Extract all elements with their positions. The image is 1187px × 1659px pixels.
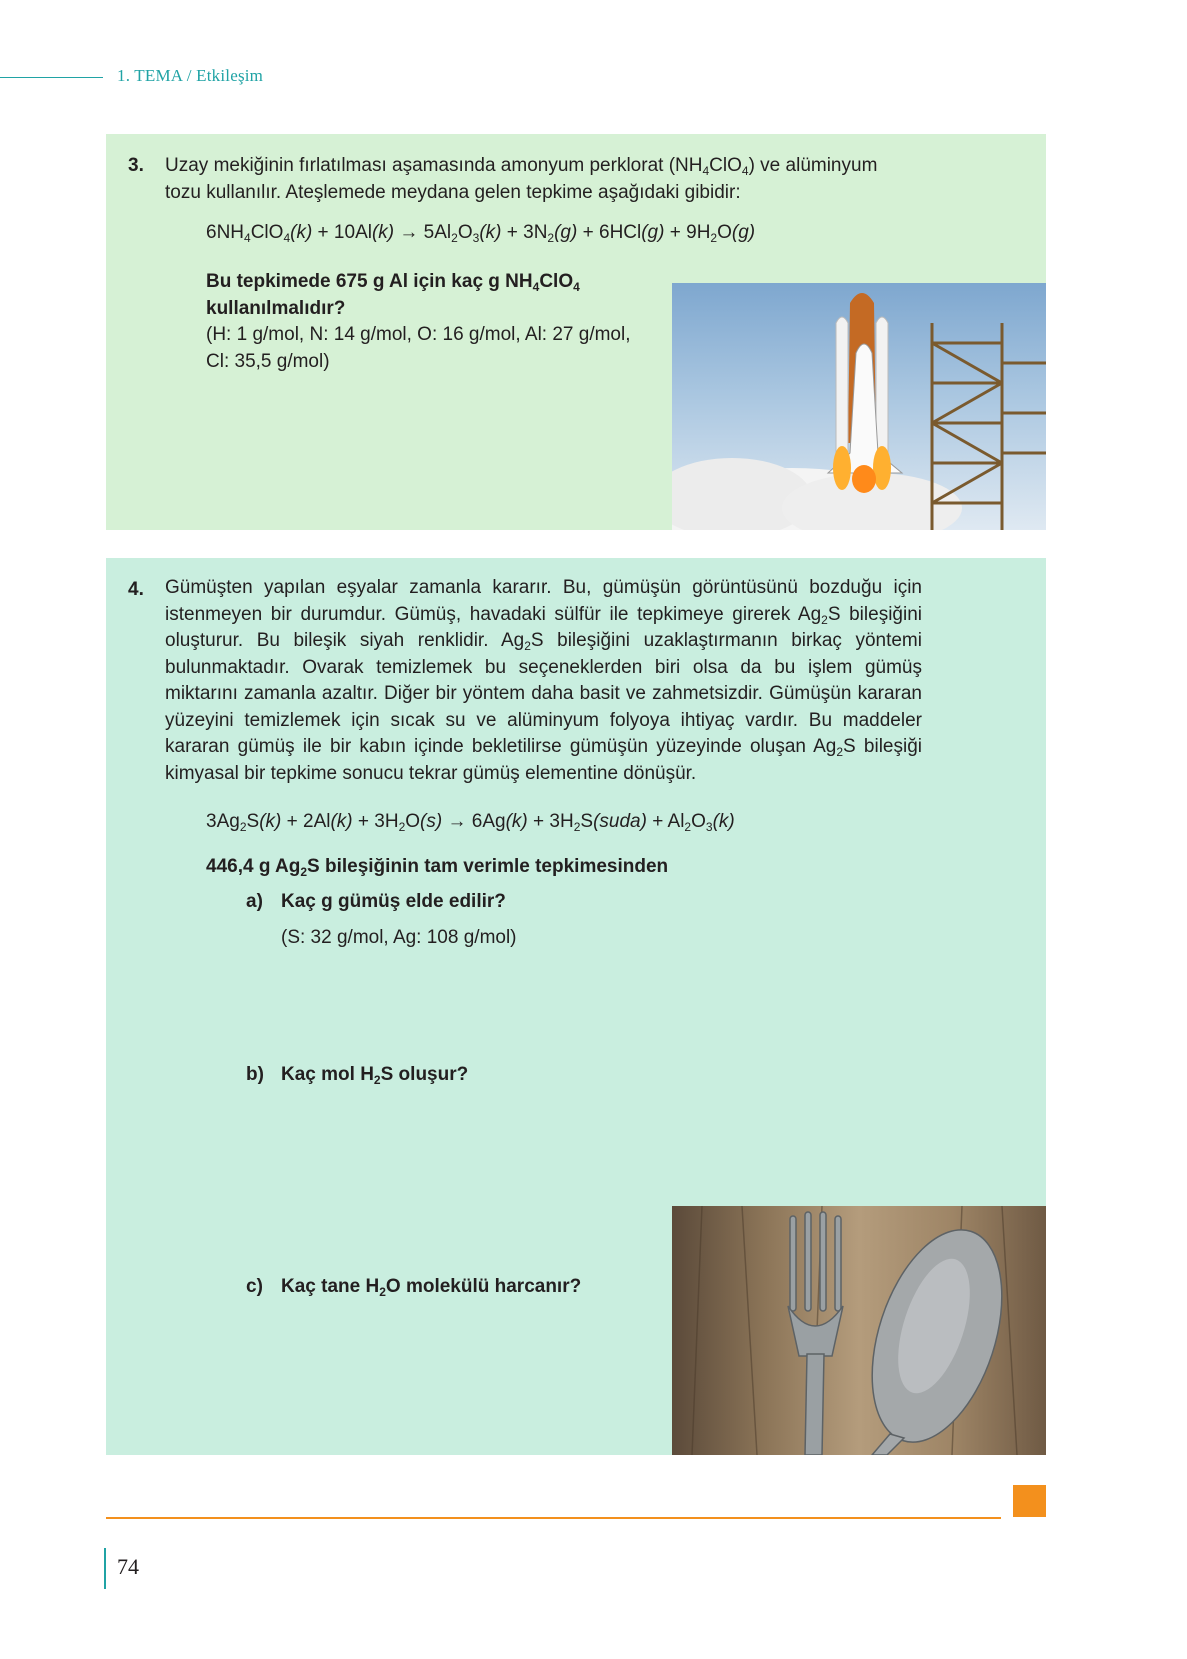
intro-text-line2: tozu kullanılır. Ateşlemede meydana gelen tepkime aşağıdaki gibidir: [165, 181, 741, 203]
question-4-lead: 446,4 g $Ag_2S$ bileşiğinin tam verimle tepkimesinden [206, 856, 669, 879]
intro-text: Uzay mekiğinin fırlatılması aşamasında amonyum perklorat (NH [165, 155, 703, 176]
question-4-number: 4. [128, 579, 144, 600]
question-3-number: 3. [128, 155, 144, 176]
b-text: S oluşur? [380, 1064, 469, 1085]
space-shuttle-photo [672, 283, 1046, 530]
molar-masses: (H: 1 g/mol, N: 14 g/mol, O: 16 g/mol, Al: 27 g/mol, Cl: 35,5 g/mol) [206, 324, 631, 372]
intro-text: ClO [709, 155, 742, 176]
subquestion-a-molar-masses: (S: 32 g/mol, Ag: 108 g/mol) [281, 927, 517, 948]
question-4-paragraph: Gümüşten yapılan eşyalar zamanla kararır. Bu, gümüşün görüntüsünü bozduğu için istenmeyen bir durumdur. Gümüş, havadaki sülfür ile tepkimeye girerek $Ag_2S$ bileşiğini oluşturur. Bu bileşik siyah renklidir. $Ag_2S$ bileşiğini uzaklaştırmanın birkaç yöntemi bulunmaktadır. Ovarak temizlemek bu seçeneklerden biri olsa da bu işlem gümüş miktarını zamanla azaltır. Diğer bir yöntem daha basit ve zahmetsizdir. Gümüşün kararan yüzeyini temizlemek için sıcak su ve alüminyum folyoya ihtiyaç vardır. Bu maddeler kararan gümüş ile bir kabın içinde bekletilirse gümüşün yüzeyinde oluşan $Ag_2S$ bileşiği kimyasal bir tepkime sonucu tekrar gümüş elementine dönüşür. [165, 577, 923, 784]
b-text: Kaç mol H [281, 1064, 374, 1085]
intro-text: ) ve alüminyum [748, 155, 878, 176]
subquestion-b-text: Kaç mol $H_2S$ oluşur? [281, 1064, 469, 1087]
reaction-equation-1: $6NH_4ClO_4(k) + 10Al(k) \to 5Al_2O_3(k) + 3N_2(g) + 6HCl(g) + 9H_2O(g)$ [206, 222, 756, 245]
footer-orange-tab [1013, 1485, 1046, 1517]
question-text: Bu tepkimede 675 g Al için kaç g NH [206, 271, 533, 292]
paragraph-text: S bileşiği kimyasal bir tepkime sonucu tekrar gümüş elementine dönüşür. [165, 736, 923, 784]
shuttle-illustration [672, 283, 1046, 530]
reaction-equation-2: $3Ag_2S(k) + 2Al(k) + 3H_2O(s) \to 6Ag(k)$ + $3H_2S(suda) + Al_2O_3(k)$ [206, 811, 735, 834]
subquestion-c-text: Kaç tane $H_2O$ molekülü harcanır? [281, 1276, 582, 1299]
question-3-intro: Uzay mekiğinin fırlatılması aşamasında amonyum perklorat $(NH_4ClO_4)$ ve alüminyum tozu kullanılır. Ateşlemede meydana gelen tepkime aşağıdaki gibidir: [165, 155, 878, 203]
subquestion-c-label: c) [246, 1276, 263, 1297]
subquestion-a-label: a) [246, 891, 263, 912]
c-text: O molekülü harcanır? [385, 1276, 582, 1297]
section-header: 1. TEMA / Etkileşim [117, 66, 264, 85]
subquestion-a-text: Kaç g gümüş elde edilir? [281, 891, 506, 912]
footer-rule [106, 1517, 1001, 1519]
question-3-box [106, 134, 1046, 530]
question-text: ClO [539, 271, 574, 292]
question-4-box [106, 558, 1046, 1455]
cutlery-illustration [672, 1206, 1046, 1455]
question-3-prompt: Bu tepkimede 675 g Al için kaç g $NH_4ClO_4$ kullanılmalıdır? (H: 1 g/mol, N: 14 g/mol, O: 16 g/mol, Al: 27 g/mol, Cl: 35,5 g/mol) [206, 271, 631, 372]
paragraph-text: Gümüşten yapılan eşyalar zamanla kararır. Bu, gümüşün görüntüsünü bozduğu için istenmeyen bir durumdur. Gümüş, havadaki sülfür ile tepkimeye girerek Ag [165, 577, 922, 625]
header-rule [0, 77, 103, 78]
subquestion-b-label: b) [246, 1064, 264, 1085]
page-number-bar [104, 1548, 106, 1589]
paragraph-text: S bileşiğini oluşturur. Bu bileşik siyah renklidir. Ag [165, 603, 922, 651]
question-text-line2: kullanılmalıdır? [206, 297, 346, 319]
c-text: Kaç tane H [281, 1276, 380, 1297]
fork-and-spoon-photo [672, 1206, 1046, 1455]
paragraph-text: S bileşiğini uzaklaştırmanın birkaç yöntemi bulunmaktadır. Ovarak temizlemek bu seçeneklerden biri olsa da bu işlem gümüş miktarını zamanla azaltır. Diğer bir yöntem daha basit ve zahmetsizdir. Gümüşün kararan yüzeyini temizlemek için sıcak su ve alüminyum folyoya ihtiyaç vardır. Bu maddeler kararan gümüş ile bir kabın içinde bekletilirse gümüşün yüzeyinde oluşan Ag [165, 630, 922, 757]
page-number: 74 [117, 1554, 139, 1579]
lead-text: 446,4 g Ag [206, 856, 301, 877]
lead-text: S bileşiğinin tam verimle tepkimesinden [307, 856, 669, 877]
